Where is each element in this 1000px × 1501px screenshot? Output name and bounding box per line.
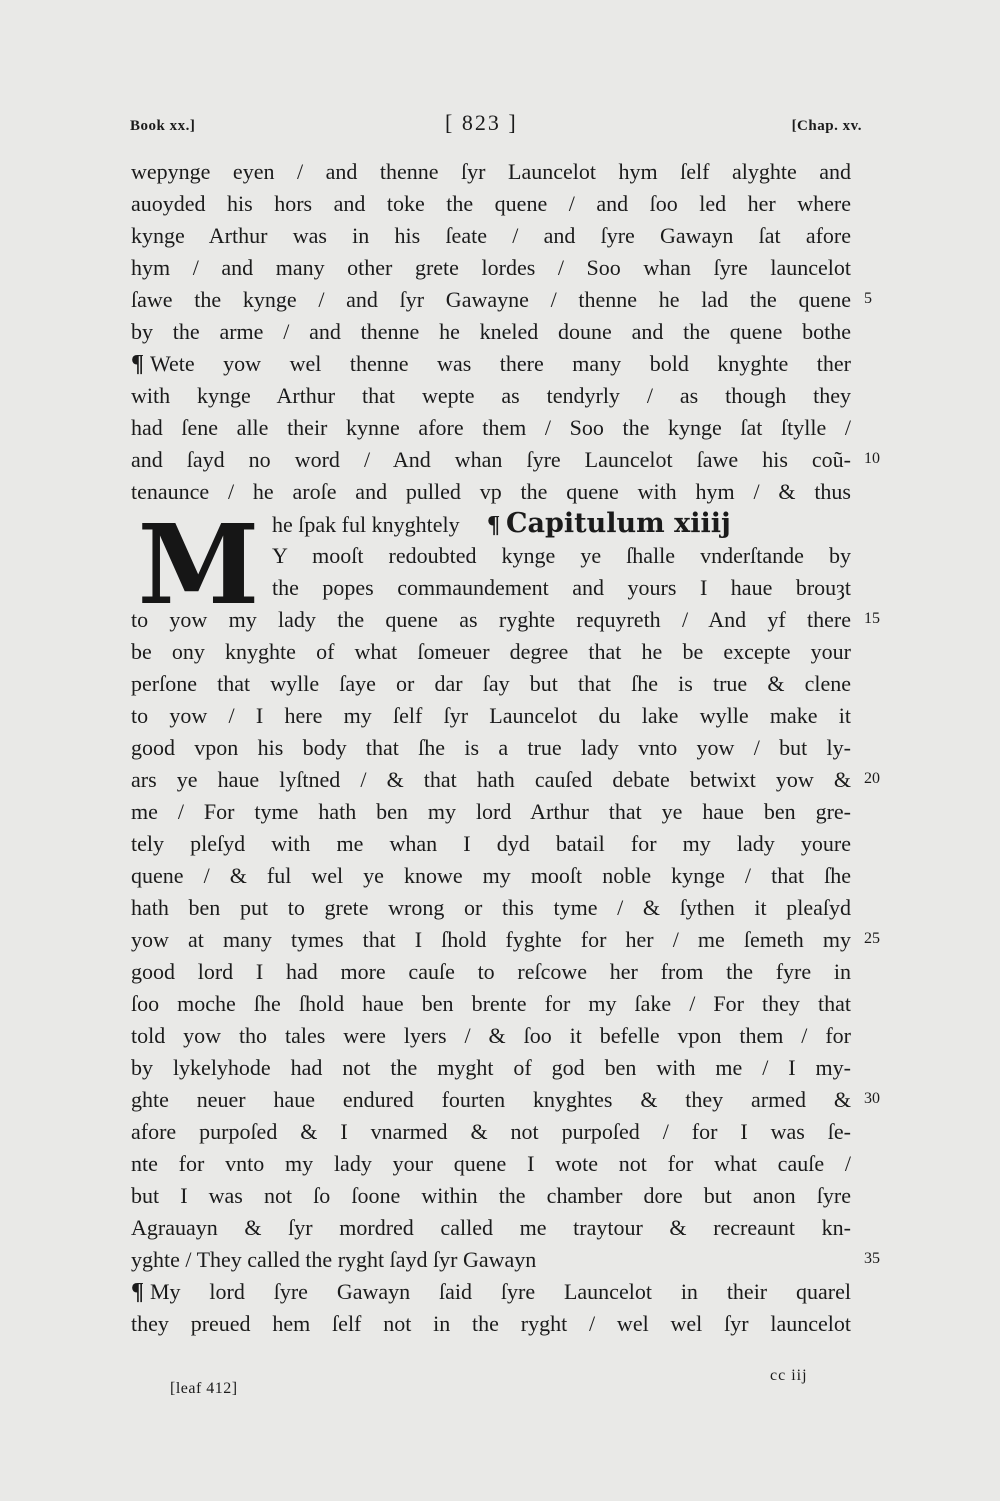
text-line: tenaunce / he aroſe and pulled vp the quene with hym / & thus — [131, 479, 851, 504]
text-line: hath ben put to grete wrong or this tyme / & ſythen it pleaſyd — [131, 895, 851, 920]
text-line: but I was not ſo ſoone within the chamber dore but anon ſyre — [131, 1183, 851, 1208]
text-line: to yow / I here my ſelf ſyr Launcelot du lake wylle make it — [131, 703, 851, 728]
text-line: he ſpak ful knyghtely — [272, 512, 460, 537]
text-line: ſoo moche ſhe ſhold haue ben brente for my ſake / For they that — [131, 991, 851, 1016]
text-line: told yow tho tales were lyers / & ſoo it befelle vpon them / for — [131, 1023, 851, 1048]
text-line-paragraph — [131, 1276, 851, 1308]
text-line: and ſayd no word / And whan ſyre Launcelot ſawe his coũ- — [131, 447, 851, 472]
signature-mark: cc iij — [770, 1367, 808, 1384]
text-line: Agrauayn & ſyr mordred called me traytour & recreaunt kn- — [131, 1215, 851, 1240]
text-line: Y mooſt redoubted kynge ye ſhalle vnderſtande by — [272, 543, 851, 568]
running-head-book: Book xx.] — [130, 118, 196, 134]
text-line: nte for vnto my lady your quene I wote not for what cauſe / — [131, 1151, 851, 1176]
text-line: had ſene alle their kynne afore them / Soo the kynge ſat ſtylle / — [131, 415, 851, 440]
text-line: good lord I had more cauſe to reſcowe her from the fyre in — [131, 959, 851, 984]
line-number: 10 — [864, 450, 880, 467]
text-line: ars ye haue lyſtned / & that hath cauſed debate betwixt yow & — [131, 767, 851, 792]
text-line: ſawe the kynge / and ſyr Gawayne / thenne he lad the quene — [131, 287, 851, 312]
text-line: to yow my lady the quene as ryghte requyreth / And yf there — [131, 607, 851, 632]
text-line: by lykelyhode had not the myght of god ben with me / I my- — [131, 1055, 851, 1080]
line-number: 5 — [864, 290, 872, 307]
pilcrow-mark: ¶ — [131, 1279, 144, 1305]
text-line: be ony knyghte of what ſomeuer degree that he be excepte your — [131, 639, 851, 664]
text-line: tely pleſyd with me whan I dyd batail for my lady youre — [131, 831, 851, 856]
text-line: afore purpoſed & I vnarmed & not purpoſed / for I was ſe- — [131, 1119, 851, 1144]
pilcrow-mark: ¶ — [131, 351, 144, 377]
line-number: 35 — [864, 1250, 880, 1267]
text-line: the popes commaundement and yours I haue brouȝt — [272, 575, 851, 600]
line-number: 25 — [864, 930, 880, 947]
text-line: ghte neuer haue endured fourten knyghtes & they armed & — [131, 1087, 851, 1112]
running-head-chapter: [Chap. xv. — [791, 118, 862, 134]
text-line: with kynge Arthur that wepte as tendyrly / as though they — [131, 383, 851, 408]
text-line: good vpon his body that ſhe is a true lady vnto yow / but ly- — [131, 735, 851, 760]
text-line: hym / and many other grete lordes / Soo whan ſyre launcelot — [131, 255, 851, 280]
text-line: Wete yow wel thenne was there many bold knyghte ther — [149, 351, 851, 376]
line-number: 30 — [864, 1090, 880, 1107]
text-line: auoyded his hors and toke the quene / and ſoo led her where — [131, 191, 851, 216]
text-line: quene / & ful wel ye knowe my mooſt noble kynge / that ſhe — [131, 863, 851, 888]
text-line: me / For tyme hath ben my lord Arthur that ye haue ben gre- — [131, 799, 851, 824]
text-line: My lord ſyre Gawayn ſaid ſyre Launcelot in their quarel — [149, 1279, 851, 1304]
text-line: yghte / They called the ryght ſayd ſyr Gawayn — [131, 1247, 537, 1272]
text-line-paragraph — [131, 348, 851, 380]
dropcap-initial: M — [137, 520, 260, 610]
text-line: perſone that wylle ſaye or dar ſay but that ſhe is true & clene — [131, 671, 851, 696]
text-line: yow at many tymes that I ſhold fyghte for her / me ſemeth my — [131, 927, 851, 952]
line-number: 15 — [864, 610, 880, 627]
text-line: kynge Arthur was in his ſeate / and ſyre Gawayn ſat afore — [131, 223, 851, 248]
text-line: wepynge eyen / and thenne ſyr Launcelot hym ſelf alyghte and — [131, 159, 851, 184]
text-line-heading — [272, 508, 851, 540]
text-line: by the arme / and thenne he kneled doune and the quene bothe — [131, 319, 851, 344]
pilcrow-mark: ¶ — [487, 512, 501, 538]
chapter-heading: Capitulum xiiij — [506, 508, 731, 539]
line-number: 20 — [864, 770, 880, 787]
text-line: they preued hem ſelf not in the ryght / wel wel ſyr launcelot — [131, 1311, 851, 1336]
page-number: [ 823 ] — [445, 110, 518, 135]
leaf-note: [leaf 412] — [170, 1380, 238, 1397]
